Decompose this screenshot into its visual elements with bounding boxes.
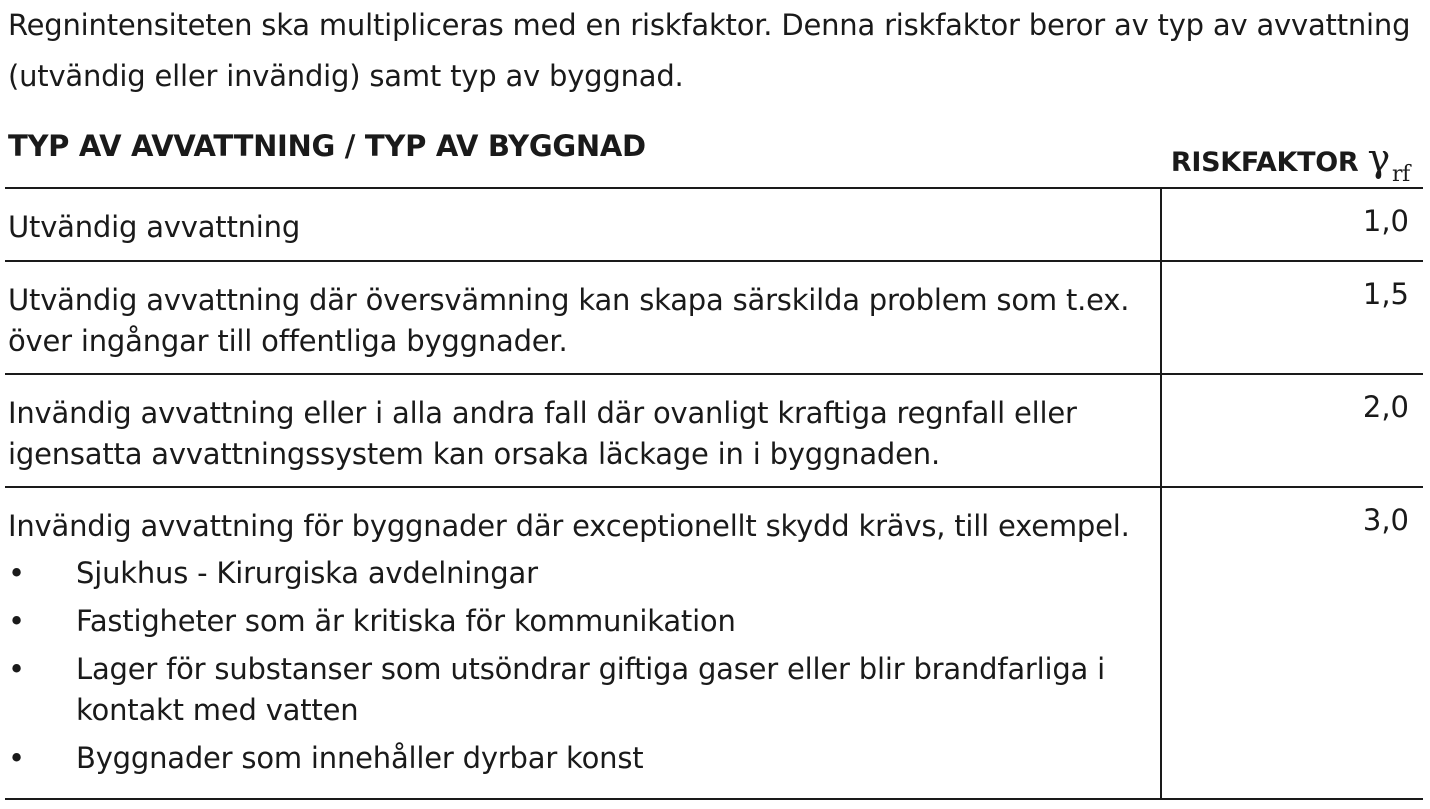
list-item-text: Fastigheter som är kritiska för kommunikation bbox=[76, 604, 736, 638]
row-description: Utvändig avvattning bbox=[5, 189, 1162, 260]
list-item bbox=[8, 738, 1160, 779]
riskfactor-table bbox=[5, 187, 1423, 800]
list-item bbox=[8, 553, 1160, 594]
list-item bbox=[8, 649, 1160, 731]
bullet-icon: • bbox=[8, 556, 25, 590]
row-description: Invändig avvattning eller i alla andra fall där ovanligt kraftiga regnfall eller igensatta avvattningssystem kan orsaka läckage in i byggnaden. bbox=[5, 375, 1162, 486]
table-row bbox=[5, 262, 1423, 375]
bullet-icon: • bbox=[8, 741, 25, 775]
gamma-symbol: γ bbox=[1367, 136, 1390, 180]
row-riskfactor-value: 3,0 bbox=[1362, 503, 1409, 537]
row-description-with-list bbox=[5, 488, 1162, 798]
example-bullet-list bbox=[8, 553, 1160, 779]
intro-paragraph: Regnintensiteten ska multipliceras med en riskfaktor. Denna riskfaktor beror av typ av avvattning (utvändig eller invändig) samt typ av byggnad. bbox=[8, 8, 1411, 93]
list-item-text: Byggnader som innehåller dyrbar konst bbox=[76, 741, 644, 775]
row-description: Invändig avvattning för byggnader där exceptionellt skydd krävs, till exempel. bbox=[8, 509, 1130, 543]
row-description: Utvändig avvattning där översvämning kan skapa särskilda problem som t.ex. över ingångar till offentliga byggnader. bbox=[5, 262, 1162, 373]
list-item-text: Lager för substanser som utsöndrar giftiga gaser eller blir brandfarliga i kontakt med vatten bbox=[76, 652, 1106, 727]
bullet-icon: • bbox=[8, 652, 25, 686]
gamma-subscript: rf bbox=[1391, 162, 1410, 187]
list-item bbox=[8, 601, 1160, 642]
table-row bbox=[5, 488, 1423, 800]
table-row bbox=[5, 189, 1423, 262]
bullet-icon: • bbox=[8, 604, 25, 638]
row-riskfactor-value: 1,0 bbox=[1362, 204, 1409, 238]
table-row bbox=[5, 375, 1423, 488]
riskfactor-label: RISKFAKTOR bbox=[1170, 147, 1359, 178]
row-riskfactor-value: 1,5 bbox=[1362, 277, 1409, 311]
table-header-riskfactor bbox=[1171, 136, 1410, 187]
row-riskfactor-value: 2,0 bbox=[1362, 390, 1409, 424]
list-item-text: Sjukhus - Kirurgiska avdelningar bbox=[76, 556, 538, 590]
table-header-type: TYP AV AVVATTNING / TYP AV BYGGNAD bbox=[8, 129, 646, 163]
